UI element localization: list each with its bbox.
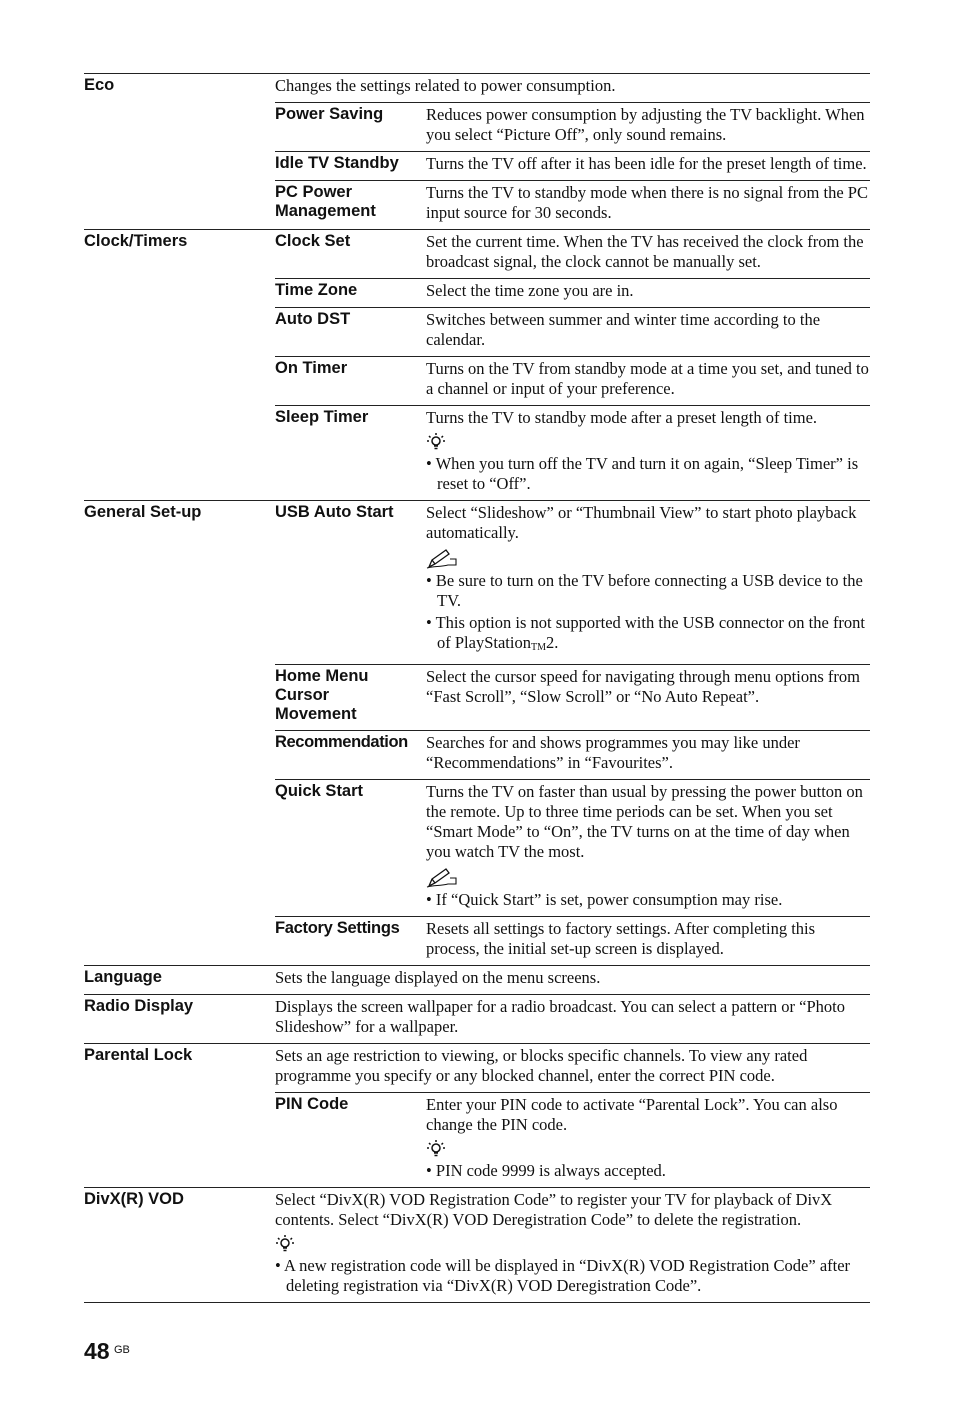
note-pencil-icon — [426, 547, 458, 569]
tip-text: • When you turn off the TV and turn it on again, “Sleep Timer” is reset to “Off”. — [426, 454, 859, 493]
tip-text: • PIN code 9999 is always accepted. — [426, 1161, 666, 1180]
category-label: Clock/Timers — [84, 232, 188, 250]
setting-description: Enter your PIN code to activate “Parental Lock”. You can also change the PIN code. — [426, 1095, 838, 1134]
setting-label: USB Auto Start — [275, 503, 394, 521]
section-intro: Changes the settings related to power consumption. — [275, 76, 616, 95]
setting-description: Reduces power consumption by adjusting the TV backlight. When you select “Picture Off”, only sound remains. — [426, 105, 865, 144]
setting-row — [275, 779, 870, 916]
setting-label: Idle TV Standby — [275, 154, 399, 172]
section-language — [84, 966, 870, 995]
setting-row — [275, 730, 870, 779]
tip-lightbulb-icon — [426, 432, 446, 452]
setting-label: Recommendation — [275, 733, 408, 751]
section-intro: Sets an age restriction to viewing, or blocks specific channels. To view any rated programme you specify or any blocked channel, enter the correct PIN code. — [275, 1046, 808, 1085]
category-label: Language — [84, 968, 162, 986]
setting-label: Clock Set — [275, 232, 351, 250]
setting-description: Searches for and shows programmes you may like under “Recommendations” in “Favourites”. — [426, 733, 800, 772]
section-radio-display — [84, 995, 870, 1044]
setting-row — [275, 1092, 870, 1187]
category-label: Radio Display — [84, 997, 194, 1015]
section-eco — [84, 74, 870, 230]
page-number: 48 — [84, 1338, 110, 1364]
setting-description: Select “Slideshow” or “Thumbnail View” to start photo playback automatically. — [426, 503, 857, 542]
setting-row — [275, 664, 870, 730]
note-pencil-icon — [426, 866, 458, 888]
setting-row — [275, 501, 870, 664]
section-general-setup — [84, 501, 870, 966]
category-label: Parental Lock — [84, 1046, 193, 1064]
setting-row — [275, 230, 870, 278]
section-divx-vod — [84, 1188, 870, 1303]
setting-label: Home Menu Cursor Movement — [275, 667, 369, 723]
section-intro: Displays the screen wallpaper for a radio broadcast. You can select a pattern or “Photo Slideshow” for a wallpaper. — [275, 997, 845, 1036]
setting-row — [275, 916, 870, 965]
tip-lightbulb-icon — [426, 1139, 446, 1159]
section-intro: Sets the language displayed on the menu screens. — [275, 968, 601, 987]
setting-description: Resets all settings to factory settings. After completing this process, the initial set-up screen is displayed. — [426, 919, 816, 958]
setting-label: PC Power Management — [275, 183, 376, 220]
setting-row — [275, 278, 870, 307]
section-clock-timers — [84, 230, 870, 501]
note-text: • If “Quick Start” is set, power consumption may rise. — [426, 890, 783, 909]
setting-description: Turns the TV to standby mode when there is no signal from the PC input source for 30 seconds. — [426, 183, 868, 222]
setting-label: Time Zone — [275, 281, 358, 299]
setting-label: PIN Code — [275, 1095, 349, 1113]
setting-label: Auto DST — [275, 310, 351, 328]
category-label: Eco — [84, 76, 115, 94]
setting-row — [275, 102, 870, 151]
note-text: • Be sure to turn on the TV before connecting a USB device to the TV. — [426, 571, 863, 610]
category-label: DivX(R) VOD — [84, 1190, 184, 1208]
setting-row — [275, 307, 870, 356]
setting-row — [275, 356, 870, 405]
page-number-suffix: GB — [114, 1344, 130, 1356]
setting-description: Turns on the TV from standby mode at a time you set, and tuned to a channel or input of your preference. — [426, 359, 869, 398]
setting-description: Select the cursor speed for navigating through menu options from “Fast Scroll”, “Slow Scroll” or “No Auto Repeat”. — [426, 667, 860, 706]
tip-lightbulb-icon — [275, 1234, 295, 1254]
tip-text: • A new registration code will be displayed in “DivX(R) VOD Registration Code” after deleting registration via “DivX(R) VOD Deregistration Code”. — [275, 1256, 851, 1295]
setting-label: Power Saving — [275, 105, 384, 123]
setting-description: Set the current time. When the TV has received the clock from the broadcast signal, the clock cannot be manually set. — [426, 232, 864, 271]
settings-table — [84, 73, 870, 1303]
setting-description: Switches between summer and winter time according to the calendar. — [426, 310, 821, 349]
note-text: • This option is not supported with the USB connector on the front of PlayStationTM2. — [426, 613, 866, 653]
setting-label: Quick Start — [275, 782, 364, 800]
setting-description: Turns the TV to standby mode after a preset length of time. — [426, 408, 818, 427]
setting-label: Sleep Timer — [275, 408, 369, 426]
setting-row — [275, 151, 870, 180]
setting-description: Turns the TV off after it has been idle for the preset length of time. — [426, 154, 867, 173]
setting-description: Select the time zone you are in. — [426, 281, 634, 300]
setting-row — [275, 405, 870, 500]
setting-label: On Timer — [275, 359, 348, 377]
setting-label: Factory Settings — [275, 919, 400, 937]
setting-description: Turns the TV on faster than usual by pressing the power button on the remote. Up to three time periods can be set. When you set “Smart Mode” to “On”, the TV turns on at the time of day when you watch TV the most. — [426, 782, 863, 861]
setting-row — [275, 180, 870, 229]
section-intro: Select “DivX(R) VOD Registration Code” to register your TV for playback of DivX contents. Select “DivX(R) VOD Deregistration Code” to delete the registration. — [275, 1190, 833, 1229]
category-label: General Set-up — [84, 503, 202, 521]
section-parental-lock — [84, 1044, 870, 1188]
